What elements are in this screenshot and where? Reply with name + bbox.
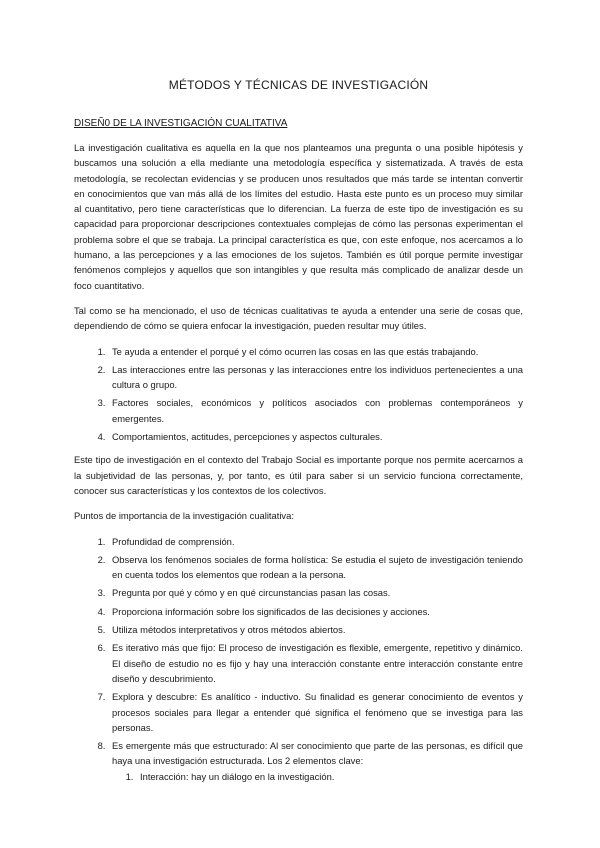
list-item: 2. Observa los fenómenos sociales de forma holística: Se estudia el sujeto de investigación teniendo en cuenta todos los elementos que rodean a la persona. (108, 552, 523, 583)
social-work-paragraph: Este tipo de investigación en el contexto del Trabajo Social es importante porque nos permite acercarnos a la subjetividad de las personas, y, por tanto, es útil para saber si un servicio funciona correctamente, conocer sus características y los contextos de los colectivos. (74, 454, 523, 496)
list-item: 2. Las interacciones entre las personas y las interacciones entre los individuos pertenecientes a una cultura o grupo. (108, 362, 523, 393)
section-heading: DISEÑ0 DE LA INVESTIGACIÓN CUALITATIVA (74, 118, 288, 129)
sublist-item: 1. Interacción: hay un diálogo en la investigación. (136, 769, 523, 784)
list-item: 1. Te ayuda a entender el porqué y el cómo ocurren las cosas en las que estás trabajando. (108, 344, 523, 359)
importance-heading: Puntos de importancia de la investigación cualitativa: (74, 510, 294, 522)
list-item: 4. Comportamientos, actitudes, percepciones y aspectos culturales. (108, 429, 523, 444)
techniques-list (74, 344, 523, 445)
page-title: MÉTODOS Y TÉCNICAS DE INVESTIGACIÓN (168, 78, 429, 92)
importance-list (74, 534, 523, 784)
list-item: 1. Profundidad de comprensión. (108, 534, 523, 549)
list-item-with-sublist (108, 738, 523, 784)
list-item: 7. Explora y descubre: Es analítico - inductivo. Su finalidad es generar conocimiento de eventos y procesos sociales para llegar a entender qué significa el fenómeno que se investiga para las personas. (108, 689, 523, 735)
list-item: 3. Factores sociales, económicos y políticos asociados con problemas contemporáneos y emergentes. (108, 395, 523, 426)
importance-sublist (112, 769, 523, 784)
list-item-text: Es emergente más que estructurado: Al ser conocimiento que parte de las personas, es difícil que haya una investigación estructurada. Los 2 elementos clave: (112, 740, 523, 767)
list-item: 4. Proporciona información sobre los significados de las decisiones y acciones. (108, 604, 523, 619)
techniques-intro-paragraph: Tal como se ha mencionado, el uso de técnicas cualitativas te ayuda a entender una serie de cosas que, dependiendo de cómo se quiera enfocar la investigación, pueden resultar muy útiles. (74, 304, 523, 332)
list-item: 5. Utiliza métodos interpretativos y otros métodos abiertos. (108, 622, 523, 637)
list-item: 6. Es iterativo más que fijo: El proceso de investigación es flexible, emergente, repetitivo y dinámico. El diseño de estudio no es fijo y hay una interacción constante entre interacción constante entre diseño y descubrimiento. (108, 640, 523, 686)
intro-paragraph: La investigación cualitativa es aquella en la que nos planteamos una pregunta o una posible hipótesis y buscamos una solución a ella mediante una metodología específica y sistematizada. A través de esta metodología, se recolectan evidencias y se producen unos resultados que más tarde se intentan convertir en conocimientos que van más allá de los límites del estudio. Hasta este punto es un proceso muy similar al cuantitativo, pero tiene características que lo diferencian. La fuerza de este tipo de investigación es su capacidad para proporcionar descripciones contextuales complejas de cómo las personas experimentan el problema sobre el que se trabaja. La principal característica es que, con este enfoque, nos acercamos a lo humano, a las percepciones y a las emociones de los sujetos. También es útil porque permite investigar fenómenos complejos y aquellos que son intangibles y que resulta más complicado de analizar desde un foco cuantitativo. (74, 142, 523, 291)
list-item: 3. Pregunta por qué y cómo y en qué circunstancias pasan las cosas. (108, 585, 523, 600)
